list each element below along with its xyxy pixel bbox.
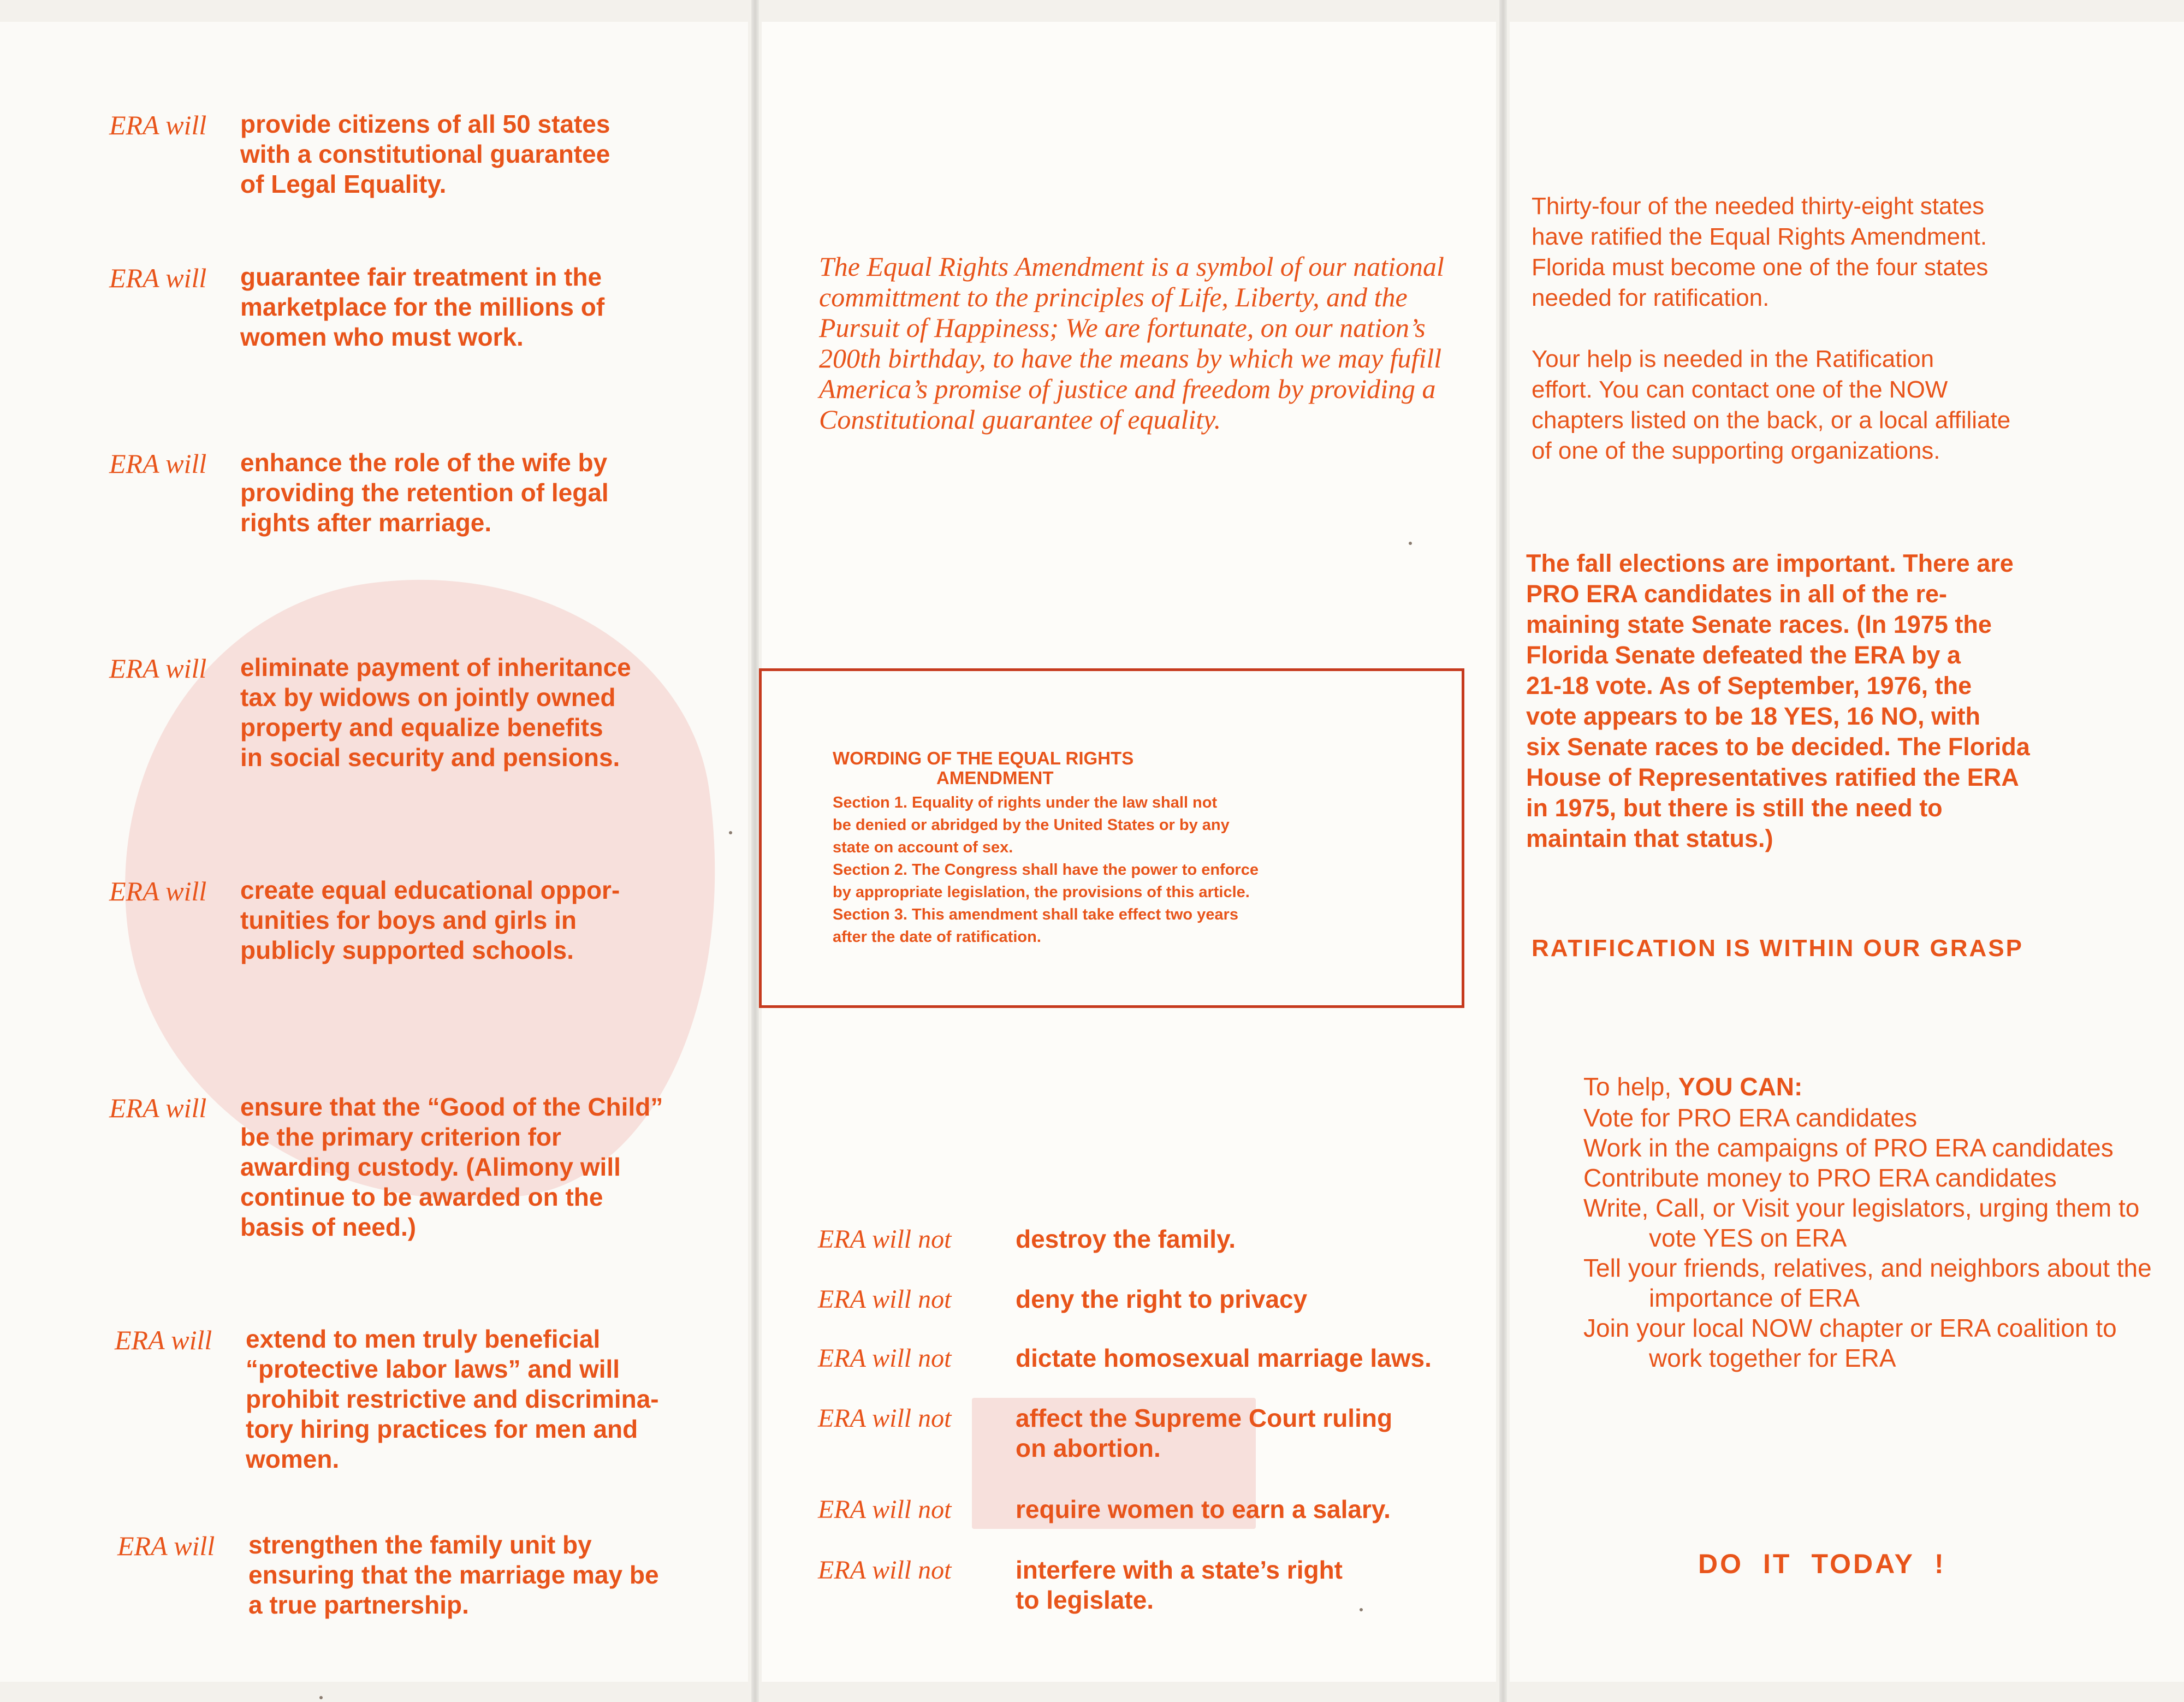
era-will-not-lead: ERA will not: [818, 1404, 952, 1433]
amendment-heading: [833, 749, 1324, 788]
era-will-not-text: dictate homosexual marriage laws.: [1016, 1344, 1432, 1372]
era-will-not-lead: ERA will not: [818, 1225, 952, 1254]
era-will-lead: ERA will: [109, 263, 207, 293]
era-will-text: create equal educational oppor- tunities for boys and girls in publicly supported schools.: [240, 876, 620, 964]
era-will-not-lead: ERA will not: [818, 1495, 952, 1524]
era-will-lead: ERA will: [109, 876, 207, 906]
era-will-claim: [109, 1092, 753, 1242]
paper-speck: [1409, 542, 1412, 545]
era-will-text: strengthen the family unit by ensuring that the marriage may be a true partnership.: [248, 1531, 659, 1619]
era-will-lead: ERA will: [109, 448, 207, 479]
era-will-not-lead: ERA will not: [818, 1285, 952, 1314]
era-will-claim: [109, 109, 753, 199]
era-will-not-text: destroy the family.: [1016, 1225, 1236, 1253]
paper-speck: [319, 1696, 323, 1699]
help-action-item: Work in the campaigns of PRO ERA candidates: [1583, 1134, 2114, 1162]
amendment-sections: Section 1. Equality of rights under the law shall not be denied or abridged by the United States or by any state on account of sex. Section 2. The Congress shall have the power to enforce by appropriate legislation, the provisions of this article. Section 3. This amendment shall take effect two years after the date of ratification.: [833, 794, 1259, 946]
help-action-item: Contribute money to PRO ERA candidates: [1583, 1164, 2057, 1192]
era-will-lead: ERA will: [109, 1093, 207, 1123]
help-title-bold: YOU CAN:: [1678, 1072, 1803, 1101]
era-will-claim: [109, 262, 753, 352]
help-action-item: Write, Call, or Visit your legislators, urging them to vote YES on ERA: [1583, 1194, 2140, 1252]
era-will-not-text: deny the right to privacy: [1016, 1285, 1308, 1313]
paper-speck: [1360, 1608, 1363, 1611]
help-action-item: Join your local NOW chapter or ERA coalition to work together for ERA: [1583, 1314, 2117, 1372]
help-action-item: Vote for PRO ERA candidates: [1583, 1104, 1918, 1132]
era-will-lead: ERA will: [109, 110, 207, 140]
era-will-lead: ERA will: [115, 1325, 212, 1355]
amendment-heading-line2: AMENDMENT: [936, 768, 1054, 788]
fall-elections-paragraph: The fall elections are important. There are PRO ERA candidates in all of the re- maining state Senate races. (In 1975 the Florida Senate defeated the ERA by a 21-18 vote. As of September, 1976, the vote appears to be 18 YES, 16 NO, with six Senate races to be decided. The Florida House of Representatives ratified the ERA in 1975, but there is still the need to maintain that status.): [1526, 549, 2030, 852]
era-will-claim: [115, 1324, 759, 1474]
help-title-prefix: To help,: [1583, 1072, 1672, 1101]
era-will-text: enhance the role of the wife by providing the retention of legal rights after marriage.: [240, 448, 609, 537]
era-will-claim: [109, 653, 753, 773]
era-will-text: guarantee fair treatment in the marketplace for the millions of women who must work.: [240, 263, 605, 351]
era-will-text: eliminate payment of inheritance tax by widows on jointly owned property and equalize benefits in social security and pensions.: [240, 653, 631, 772]
help-action-item: Tell your friends, relatives, and neighbors about the importance of ERA: [1583, 1254, 2152, 1312]
do-it-word: !: [1934, 1549, 1946, 1579]
era-will-text: ensure that the “Good of the Child” be the primary criterion for awarding custody. (Alimony will continue to be awarded on the basis of need.): [240, 1093, 663, 1241]
era-will-not-text: interfere with a state’s right to legislate.: [1016, 1556, 1343, 1614]
do-it-word: DO: [1698, 1549, 1743, 1579]
help-needed-paragraph: Your help is needed in the Ratification effort. You can contact one of the NOW chapters listed on the back, or a local affiliate of one of the supporting organizations.: [1532, 346, 2011, 464]
do-it-word: TODAY: [1811, 1549, 1915, 1579]
era-will-text: extend to men truly beneficial “protective labor laws” and will prohibit restrictive and discrimina- tory hiring practices for men and women.: [246, 1325, 659, 1473]
era-will-claim: [109, 875, 753, 965]
help-actions-list: [1583, 1103, 2173, 1373]
amendment-wording-box: [759, 668, 1464, 1008]
do-it-today: [1698, 1548, 1966, 1580]
era-will-text: provide citizens of all 50 states with a constitutional guarantee of Legal Equality.: [240, 110, 610, 198]
paper-speck: [729, 831, 732, 834]
help-title: [1583, 1072, 1802, 1101]
era-will-lead: ERA will: [109, 653, 207, 684]
era-will-not-text: affect the Supreme Court ruling on abortion.: [1016, 1404, 1393, 1462]
intro-statement: The Equal Rights Amendment is a symbol of our national committment to the principles of Life, Liberty, and the Pursuit of Happiness; We are fortunate, on our nation’s 200th birthday, to have the means by which we may fufill America’s promise of justice and freedom by providing a Constitutional guarantee of equality.: [819, 251, 1444, 435]
era-will-claim: [117, 1530, 762, 1620]
era-will-not-text: require women to earn a salary.: [1016, 1495, 1391, 1523]
era-will-not-lead: ERA will not: [818, 1556, 952, 1585]
do-it-word: IT: [1763, 1549, 1792, 1579]
amendment-heading-line1: WORDING OF THE EQUAL RIGHTS: [833, 748, 1134, 768]
ratification-status-paragraph: Thirty-four of the needed thirty-eight states have ratified the Equal Rights Amendment. Florida must become one of the four states needed for ratification.: [1532, 193, 1989, 311]
ratification-slogan: RATIFICATION IS WITHIN OUR GRASP: [1532, 935, 2023, 962]
fold-line: [1499, 0, 1507, 1702]
era-will-claim: [109, 448, 753, 538]
era-will-not-lead: ERA will not: [818, 1344, 952, 1373]
era-will-lead: ERA will: [117, 1531, 215, 1561]
